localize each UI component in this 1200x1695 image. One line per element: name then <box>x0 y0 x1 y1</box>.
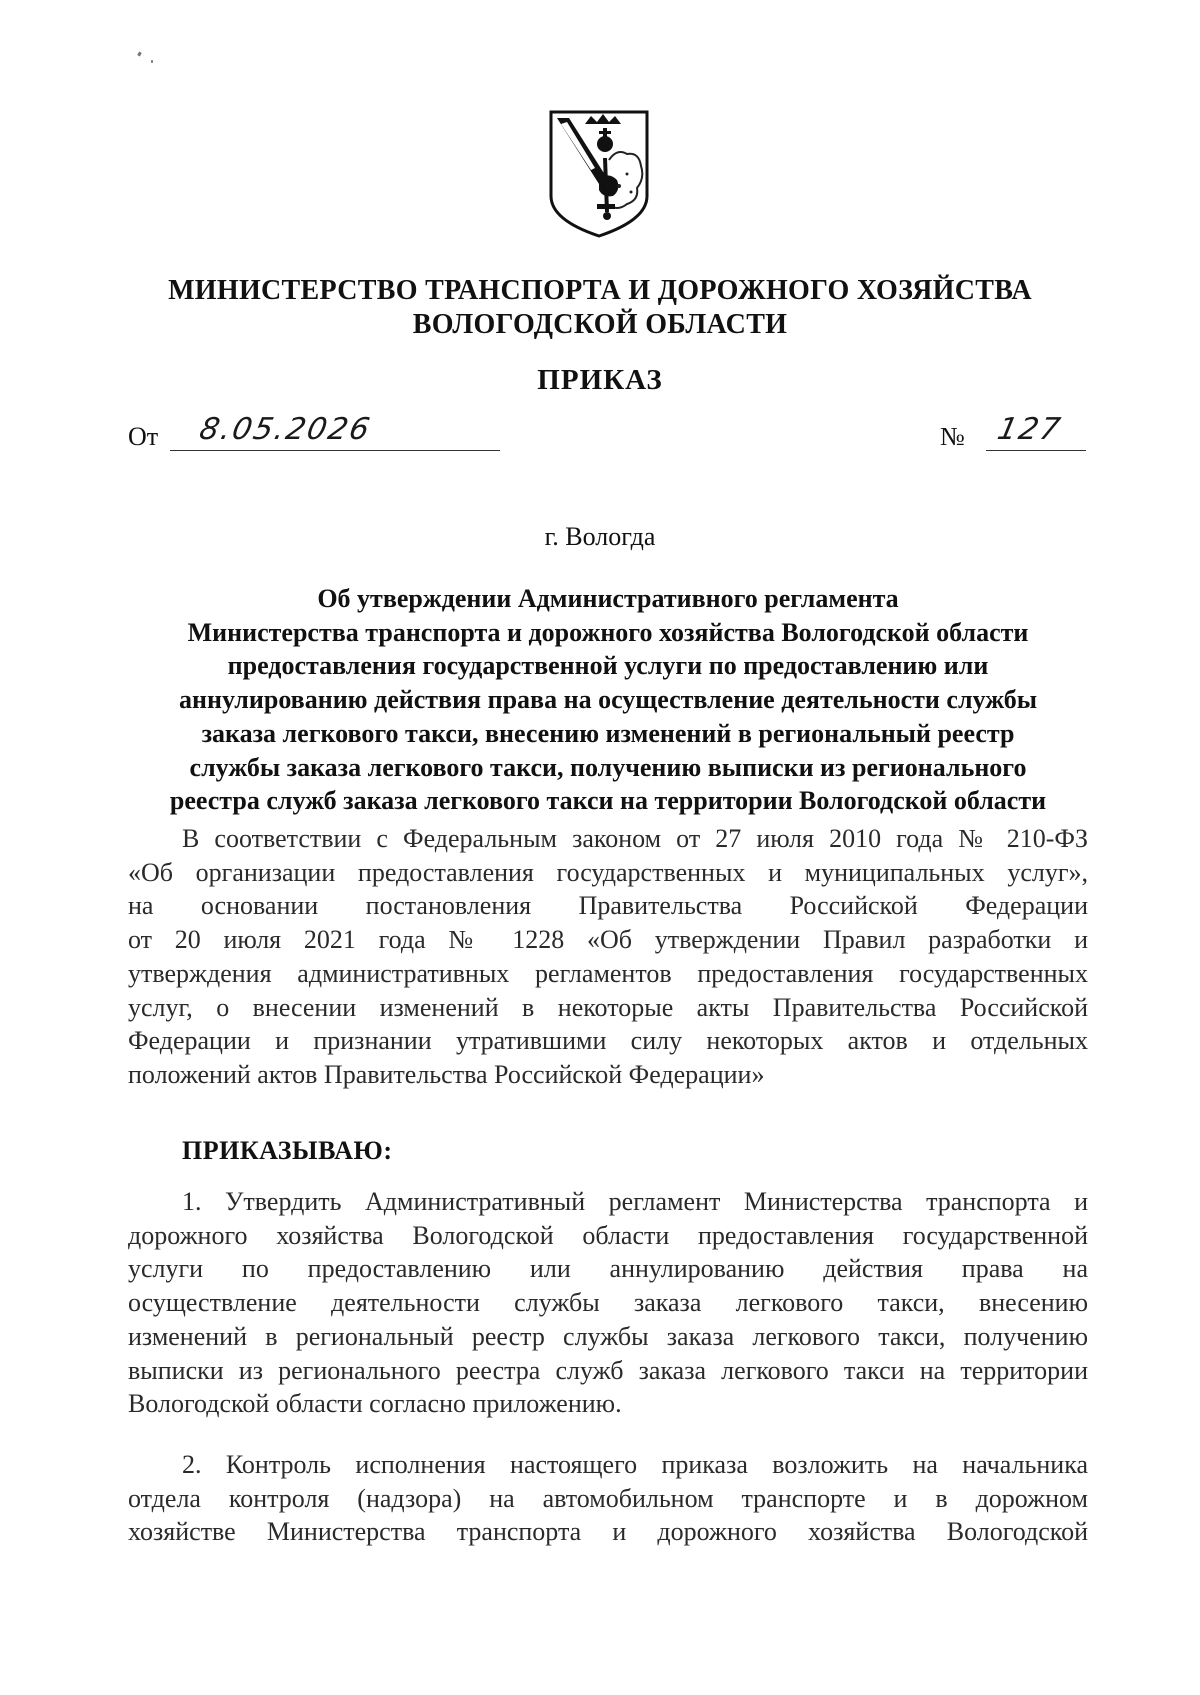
ministry-name <box>150 274 1050 342</box>
paragraph-line: на основании постановления Правительства Российской Федерации <box>128 891 1088 921</box>
subject-line: аннулированию действия права на осуществление деятельности службы <box>178 685 1037 715</box>
paragraph-line: изменений в региональный реестр службы заказа легкового такси, получению <box>128 1321 1088 1351</box>
paragraph-line: услуги по предоставлению или аннулированию действия права на <box>128 1254 1088 1284</box>
paragraph-line: положений актов Правительства Российской Федерации» <box>128 1059 765 1089</box>
handwritten-date: 8.05.2026 <box>196 412 375 447</box>
paragraph-line: В соответствии с Федеральным законом от 27 июля 2010 года № 210-ФЗ <box>182 824 1088 853</box>
scan-speck <box>137 52 142 57</box>
order-subject <box>128 582 1088 818</box>
scan-speck <box>151 60 153 63</box>
date-field <box>170 412 500 451</box>
order-item-2 <box>128 1448 1088 1549</box>
subject-line: реестра служб заказа легкового такси на территории Вологодской области <box>169 786 1047 816</box>
paragraph-line: услуг, о внесении изменений в некоторые акты Правительства Российской <box>128 992 1088 1022</box>
subject-line: предоставления государственной услуги по предоставлению или <box>227 651 989 681</box>
preamble-paragraph <box>128 822 1088 1092</box>
paragraph-line: отдела контроля (надзора) на автомобильном транспорте и в дорожном <box>128 1483 1088 1513</box>
paragraph-line: 2. Контроль исполнения настоящего приказа возложить на начальника <box>182 1450 1088 1479</box>
subject-line: заказа легкового такси, внесению изменений в региональный реестр <box>201 718 1015 748</box>
paragraph-line: осуществление деятельности службы заказа легкового такси, внесению <box>128 1288 1088 1318</box>
handwritten-number: 127 <box>994 412 1065 447</box>
paragraph-line: утверждения административных регламентов предоставления государственных <box>128 958 1088 988</box>
order-date-number-row <box>128 412 1088 456</box>
paragraph-line: Федерации и признании утратившими силу некоторых актов и отдельных <box>128 1026 1088 1056</box>
order-title: ПРИКАЗ <box>537 364 663 396</box>
paragraph-line: 1. Утвердить Административный регламент Министерства транспорта и <box>182 1187 1088 1216</box>
paragraph-line: «Об организации предоставления государственных и муниципальных услуг», <box>128 857 1088 887</box>
paragraph-line: выписки из регионального реестра служб заказа легкового такси на территории <box>128 1355 1088 1385</box>
ministry-name-line: ВОЛОГОДСКОЙ ОБЛАСТИ <box>412 309 788 340</box>
date-label: От <box>128 422 159 451</box>
vologda-oblast-coat-of-arms-icon <box>547 108 651 240</box>
paragraph-line: от 20 июля 2021 года № 1228 «Об утверждении Правил разработки и <box>128 925 1088 955</box>
city: г. Вологда <box>544 522 656 551</box>
subject-line: Министерства транспорта и дорожного хозяйства Вологодской области <box>187 617 1029 647</box>
subject-line: службы заказа легкового такси, получению выписки из регионального <box>189 752 1027 782</box>
subject-line: Об утверждении Административного регламента <box>317 584 899 613</box>
paragraph-line: дорожного хозяйства Вологодской области предоставления государственной <box>128 1220 1088 1250</box>
number-label: № <box>940 422 965 451</box>
ministry-name-line: МИНИСТЕРСТВО ТРАНСПОРТА И ДОРОЖНОГО ХОЗЯЙСТВА <box>168 275 1032 306</box>
paragraph-line: Вологодской области согласно приложению. <box>128 1389 622 1419</box>
paragraph-line: хозяйстве Министерства транспорта и дорожного хозяйства Вологодской <box>128 1517 1088 1547</box>
number-field <box>986 412 1086 451</box>
order-command: ПРИКАЗЫВАЮ: <box>182 1136 393 1165</box>
order-item-1 <box>128 1185 1088 1421</box>
